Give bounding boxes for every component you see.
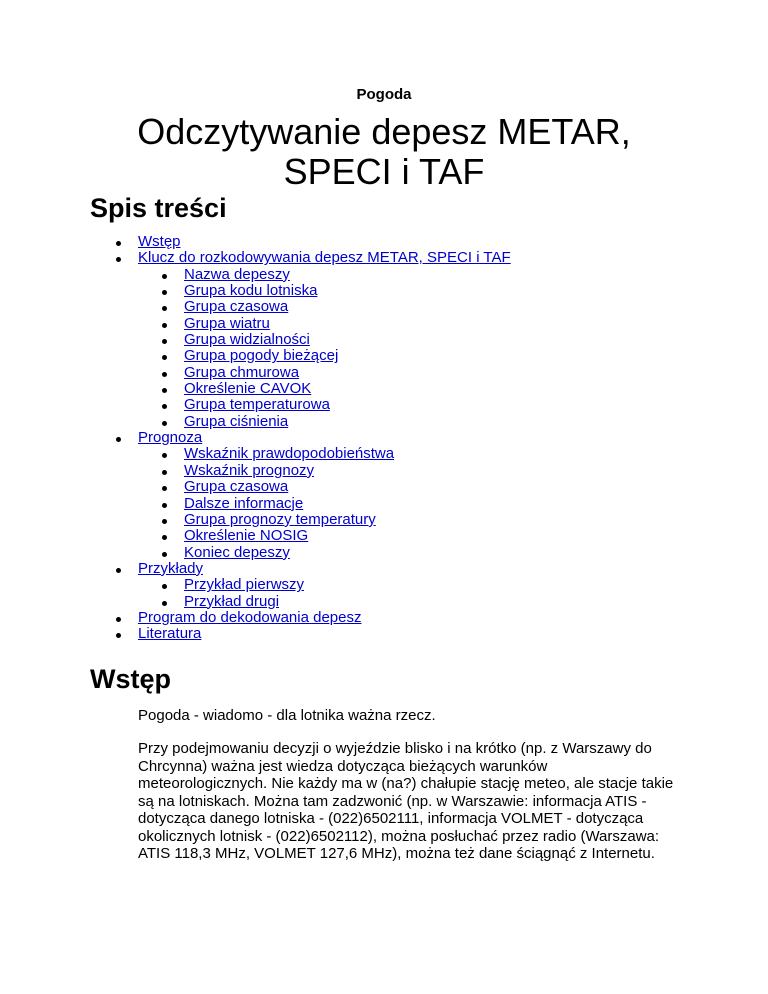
toc-list-item (90, 283, 690, 299)
toc-link[interactable]: Koniec depeszy (184, 543, 290, 561)
toc-link[interactable]: Przykład pierwszy (184, 576, 305, 594)
toc-list-item (90, 414, 690, 430)
toc-list (90, 234, 690, 643)
toc-link[interactable]: Klucz do rozkodowywania depesz METAR, SPECI i TAF (138, 249, 511, 267)
page-title: Odczytywanie depesz METAR, SPECI i TAF (137, 111, 631, 192)
toc-list-item (90, 479, 690, 495)
toc-list-item (90, 381, 690, 397)
toc-list-item (90, 430, 690, 446)
toc-link[interactable]: Wskaźnik prognozy (184, 461, 315, 479)
table-of-contents (90, 234, 690, 643)
toc-list-item (90, 365, 690, 381)
toc-list-item (90, 299, 690, 315)
toc-list-item (90, 348, 690, 364)
toc-link[interactable]: Dalsze informacje (184, 494, 304, 512)
toc-link[interactable]: Przykład drugi (184, 592, 280, 610)
toc-list-item (90, 332, 690, 348)
toc-list-item (90, 496, 690, 512)
page-kicker: Pogoda (356, 86, 412, 103)
toc-list-item (90, 397, 690, 413)
toc-list-item (90, 446, 690, 462)
toc-link[interactable]: Literatura (138, 625, 202, 643)
toc-link[interactable]: Grupa czasowa (184, 298, 289, 316)
toc-list-item (90, 316, 690, 332)
toc-list-item (90, 528, 690, 544)
toc-link[interactable]: Wstęp (138, 233, 181, 250)
toc-link[interactable]: Grupa pogody bieżącej (184, 347, 339, 365)
toc-link[interactable]: Grupa prognozy temperatury (184, 510, 376, 528)
toc-list-item (90, 561, 690, 577)
toc-link[interactable]: Grupa kodu lotniska (184, 282, 318, 300)
toc-list-item (90, 463, 690, 479)
toc-link[interactable]: Przykłady (138, 559, 204, 577)
toc-link[interactable]: Program do dekodowania depesz (138, 608, 362, 626)
toc-list-item (90, 594, 690, 610)
toc-link[interactable]: Grupa ciśnienia (184, 412, 289, 430)
toc-link[interactable]: Wskaźnik prawdopodobieństwa (184, 445, 395, 463)
toc-list-item (90, 267, 690, 283)
toc-list-item (90, 610, 690, 626)
toc-list-item (90, 545, 690, 561)
toc-heading: Spis treści (90, 193, 227, 223)
toc-list-item (90, 626, 690, 642)
toc-list-item (90, 512, 690, 528)
toc-link[interactable]: Nazwa depeszy (184, 265, 290, 283)
toc-link[interactable]: Określenie CAVOK (184, 380, 312, 398)
toc-list-item (90, 577, 690, 593)
toc-link[interactable]: Prognoza (138, 429, 203, 447)
toc-link[interactable]: Grupa chmurowa (184, 363, 300, 381)
toc-link[interactable]: Grupa widzialności (184, 331, 310, 349)
toc-link[interactable]: Grupa temperaturowa (184, 396, 330, 414)
intro-paragraph-2: Przy podejmowaniu decyzji o wyjeździe blisko i na krótko (np. z Warszawy do Chrcynna) ważna jest wiedza dotycząca bieżących warunków meteorologicznych. Nie każdy ma w (na?) chałupie stację meteo, ale stacje takie są na lotniskach. Można tam zadzwonić (np. w Warszawie: informacja ATIS - dotycząca danego lotniska - (022)6502111, informacja VOLMET - dotycząca okolicznych lotnisk - (022)6502112), można posłuchać przez radio (Warszawa: ATIS 118,3 MHz, VOLMET 127,6 MHz), można też dane ściągnąć z Internetu. (138, 740, 674, 862)
toc-link[interactable]: Grupa czasowa (184, 478, 289, 496)
toc-link[interactable]: Grupa wiatru (184, 314, 270, 332)
section-heading: Wstęp (90, 664, 171, 694)
toc-link[interactable]: Określenie NOSIG (184, 527, 309, 545)
intro-paragraph-1: Pogoda - wiadomo - dla lotnika ważna rzecz. (138, 707, 436, 724)
toc-list-item (90, 250, 690, 266)
toc-list-item (90, 234, 690, 250)
